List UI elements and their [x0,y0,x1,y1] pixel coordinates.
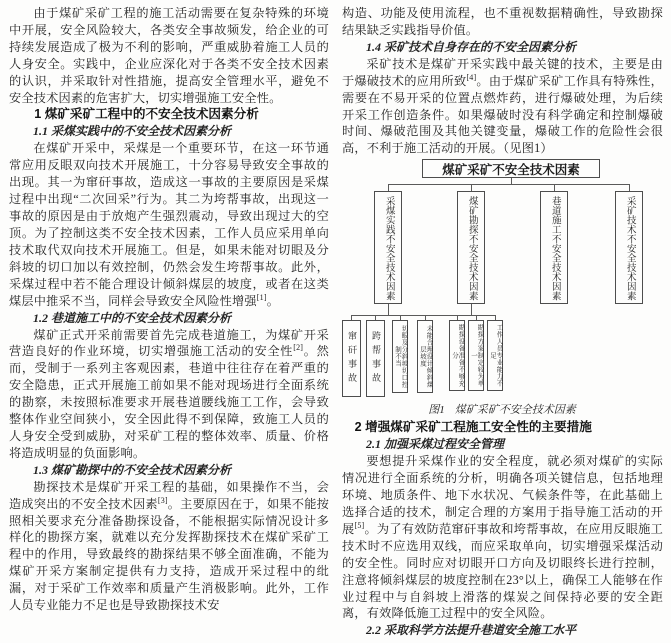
section-1-4-heading: 1.4 采矿技术自身存在的不安全因素分析 [366,39,577,54]
diagram-branch-roadway: 巷道施工不安全技术因素 [540,191,568,304]
paragraph-1-3: 勘探技术是煤矿开采工程的基础，如果操作不当，会造成突出的不安全技术因素[3]。主要原因在于，如果不能按照相关要求充分准备勘探设备，不能根据实际情况设计多样化的勘探方案，就难以充分发挥勘探技术在煤矿采矿工程中的作用，导致最终的勘探结果不够全面准确，不能为煤矿开采方案制定提供有力支持，造成开采过程中的纰漏，对于采矿工作效率和质量产生消极影响。此外，工作人员专业能力不足也是导致勘探技术安 [9,479,329,613]
section-1-3-heading: 1.3 煤矿勘探中的不安全技术因素分析 [33,462,232,477]
diagram-leaf-equipment-preparation: 勘探设备准备不够充分 [449,320,465,391]
figure-caption [342,401,662,417]
paragraph-intro: 由于煤矿采矿工程的施工活动需要在复杂特殊的环境中开展，安全风险较大，各类安全事故频发，给企业的可持续发展造成了极为不利的影响，严重威胁着施工人员的人身安全。实践中，企业应深化对于各类不安全技术因素的认识，并采取针对性措施，提高安全管理水平，避免不安全技术因素的危害扩大，切实增强施工安全性。 [9,6,329,105]
diagram-leaf-gangue-accident: 窜矸事故 [342,320,361,397]
connector-line [471,304,472,315]
connector-line [351,315,496,316]
diagram-leaf-cut-control: 切眼及分斜坡切口控制不当 [392,320,408,393]
section-1-1-heading: 1.1 采煤实践中的不安全技术因素分析 [33,124,232,139]
figure-1-diagram [342,159,662,419]
paragraph-1-1: 在煤矿开采中，采煤是一个重要环节，在这一环节通常应用反眼双向技术开展施工，十分容易导致安全事故的出现。其一为窜矸事故，造成这一事故的主要原因是采煤过程中出现“二次回采”行为。其二为垮帮事故，出现这一事故的原因是由于放炮产生强烈震动，导致出现过大的空顶。为了控制这类不安全技术因素，工作人员应采用单向技术取代双向技术开展施工。但是，如果未能对切眼及分斜坡的切口加以有效控制，仍然会发生垮帮事故。此外，采煤过程中若不能合理设计倾斜煤层的坡度，或者在这类煤层中推采不当，同样会导致安全风险性增强[1]。 [9,141,329,308]
left-column [9,5,329,643]
section-1-heading: 1 煤矿采矿工程中的不安全技术因素分析 [34,107,259,122]
connector-line [388,184,389,191]
connector-line [388,184,630,185]
paragraph-1-3-continued: 构造、功能及使用流程，也不重视数据精确性，导致勘探结果缺乏实践指导价值。 [342,6,663,37]
diagram-root-node: 煤矿采矿不安全技术因素 [422,159,600,178]
paragraph-1-4: 采矿技术是煤矿开采实践中最关键的技术，主要是由于爆破技术的应用所致[4]。由于煤矿采矿工作具有特殊性，需要在不易开采的位置点燃炸药，进行爆破处理，为后续开采工作创造条件。如果爆破时没有科学确定和控制爆破时间、爆破范围及其他关键变量，爆破工作的危险性会很高，不利于施工活动的开展。（见图1） [342,56,663,156]
diagram-leaf-staff-ability: 工作人员专业能力不足 [487,320,503,391]
connector-line [554,184,555,191]
diagram-branch-mining-tech: 采矿技术不安全技术因素 [615,191,643,304]
right-column [342,5,663,643]
section-1-2-heading: 1.2 巷道施工中的不安全技术因素分析 [33,310,232,325]
figure-caption-text: 煤矿采矿不安全技术因素 [454,404,576,417]
diagram-branch-exploration: 煤矿勘探不安全技术因素 [457,191,485,304]
connector-line [388,304,389,315]
section-2-2-heading: 2.2 采取科学方法提升巷道安全施工水平 [366,623,577,638]
diagram-leaf-rib-fall-accident: 跨帮事故 [366,320,385,397]
paragraph-2-1: 要想提升采煤作业的安全程度，就必须对煤矿的实际情况进行全面系统的分析，明确各项关键信息，包括地理环境、地质条件、地下水状况、气候条件等，在此基础上选择合适的技术，制定合理的方案用于指导施工活动的开展[5]。为了有效防范窜矸事故和垮帮事故，在应用反眼施工技术时不应选用双线，而应采取单向，切实增强采煤活动的安全性。同时应对切眼开口方向及切眼终长进行控制，注意将倾斜煤层的坡度控制在23°以上，确保工人能够在作业过程中与自斜坡上滑落的煤炭之间保持必要的安全距离，有效降低施工过程中的安全风险。 [342,454,663,621]
diagram-branch-mining-practice: 采煤实践不安全技术因素 [374,191,402,304]
paragraph-1-2: 煤矿正式开采前需要首先完成巷道施工，为煤矿开采营造良好的作业环境，切实增强施工活动的安全性[2]。然而，受制于一系列主客观因素，巷道中往往存在着严重的安全隐患，正式开展施工前如果不能对现场进行全面系统的勘察，未按照标准要求开展巷道腰线施工工作，会导致整体作业空间狭小，安全因此得不到保障，致施工人员的人身安全受到威胁，对采矿工程的整体效率、质量、价格将造成明显的负面影响。 [9,327,329,460]
figure-caption-label: 图1 [428,404,445,417]
connector-line [629,184,630,191]
diagram-leaf-single-plan: 勘探方案制定较为单一 [468,320,484,391]
diagram-leaf-slope-design: 未能合理设计倾斜煤层坡度 [417,320,433,393]
section-2-heading: 2 增强煤矿采矿工程施工安全性的主要措施 [354,420,592,435]
section-2-1-heading: 2.1 加强采煤过程安全管理 [366,437,505,452]
connector-line [471,184,472,191]
